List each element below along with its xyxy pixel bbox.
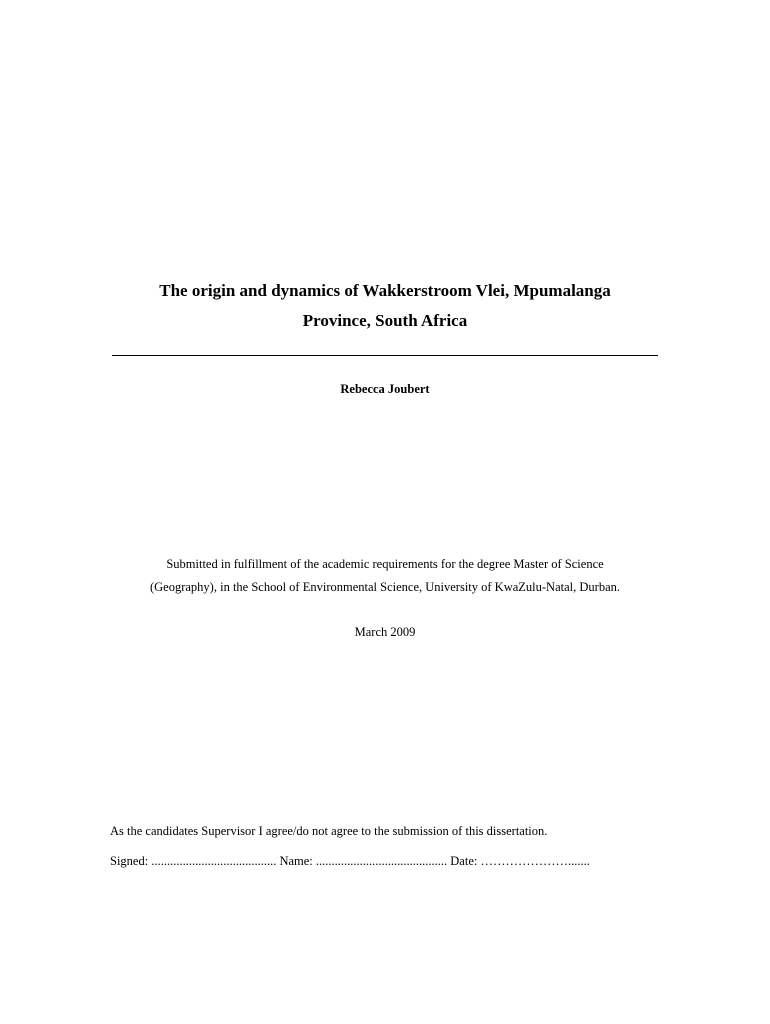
name-dots: .......................................... (315, 854, 448, 868)
date-label: Date: (450, 854, 478, 868)
submission-line-2: (Geography), in the School of Environmental Science, University of KwaZulu-Natal, Durban. (149, 580, 620, 594)
author-name: Rebecca Joubert (340, 382, 430, 396)
signature-row (110, 853, 590, 869)
title-divider (112, 355, 658, 356)
supervisor-statement: As the candidates Supervisor I agree/do not agree to the submission of this dissertation. (110, 824, 548, 838)
submission-line-1: Submitted in fulfillment of the academic requirements for the degree Master of Science (166, 557, 604, 571)
signed-dots: ........................................ (151, 854, 277, 868)
date-dots: …………………....... (480, 854, 590, 868)
title-line-1: The origin and dynamics of Wakkerstroom Vlei, Mpumalanga (159, 281, 611, 300)
name-label: Name: (279, 854, 313, 868)
signed-label: Signed: (110, 854, 149, 868)
title-line-2: Province, South Africa (302, 311, 468, 330)
submission-date: March 2009 (354, 625, 416, 639)
